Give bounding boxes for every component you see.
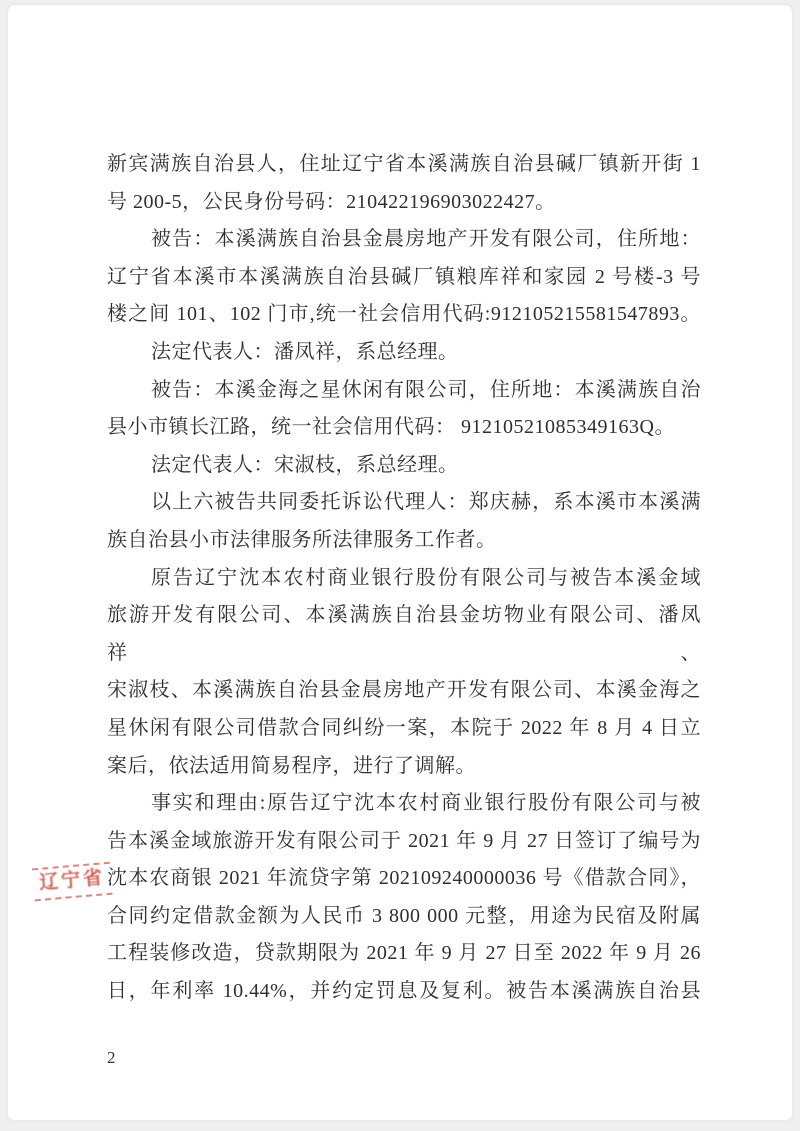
document-line: 被告：本溪满族自治县金晨房地产开发有限公司，住所地： xyxy=(151,228,701,251)
document-line: 被告：本溪金海之星休闲有限公司，住所地：本溪满族自治 xyxy=(151,378,701,401)
stamp-text: 辽宁省 xyxy=(38,867,106,894)
document-line: 工程装修改造，贷款期限为 2021 年 9 月 27 日至 2022 年 9 月 26 xyxy=(107,942,701,965)
document-line: 日，年利率 10.44%，并约定罚息及复利。被告本溪满族自治县 xyxy=(107,980,701,1003)
red-seal-stamp xyxy=(32,860,114,921)
document-line: 新宾满族自治县人，住址辽宁省本溪满族自治县碱厂镇新开街 1 xyxy=(107,153,701,175)
document-line: 事实和理由:原告辽宁沈本农村商业银行股份有限公司与被 xyxy=(151,792,701,815)
document-line: 族自治县小市法律服务所法律服务工作者。 xyxy=(107,528,497,551)
document-line: 法定代表人：宋淑枝，系总经理。 xyxy=(151,453,459,476)
document-line: 宋淑枝、本溪满族自治县金晨房地产开发有限公司、本溪金海之 xyxy=(107,679,701,702)
document-line: 星休闲有限公司借款合同纠纷一案，本院于 2022 年 8 月 4 日立 xyxy=(107,716,701,739)
document-line: 辽宁省本溪市本溪满族自治县碱厂镇粮库祥和家园 2 号楼-3 号 xyxy=(107,265,701,288)
document-line: 告本溪金域旅游开发有限公司于 2021 年 9 月 27 日签订了编号为 xyxy=(107,829,701,852)
document-line: 号 200-5，公民身份号码：210422196903022427。 xyxy=(107,190,556,213)
document-line: 合同约定借款金额为人民币 3 800 000 元整，用途为民宿及附属 xyxy=(107,904,701,927)
document-line: 法定代表人：潘凤祥，系总经理。 xyxy=(151,340,459,363)
document-line: 案后，依法适用简易程序，进行了调解。 xyxy=(107,754,476,777)
document-body xyxy=(107,146,701,1011)
page-number: 2 xyxy=(107,1048,116,1067)
document-line: 县小市镇长江路，统一社会信用代码： 91210521085349163Q。 xyxy=(107,416,675,439)
document-line: 原告辽宁沈本农村商业银行股份有限公司与被告本溪金域 xyxy=(151,566,701,589)
document-line: 旅游开发有限公司、本溪满族自治县金坊物业有限公司、潘凤祥、 xyxy=(107,604,701,664)
document-line: 沈本农商银 2021 年流贷字第 202109240000036 号《借款合同》， xyxy=(107,867,701,890)
document-line: 楼之间 101、102 门市,统一社会信用代码:912105215581547893。 xyxy=(107,303,701,326)
document-line: 以上六被告共同委托诉讼代理人：郑庆赫，系本溪市本溪满 xyxy=(151,491,701,514)
document-page xyxy=(8,5,792,1120)
